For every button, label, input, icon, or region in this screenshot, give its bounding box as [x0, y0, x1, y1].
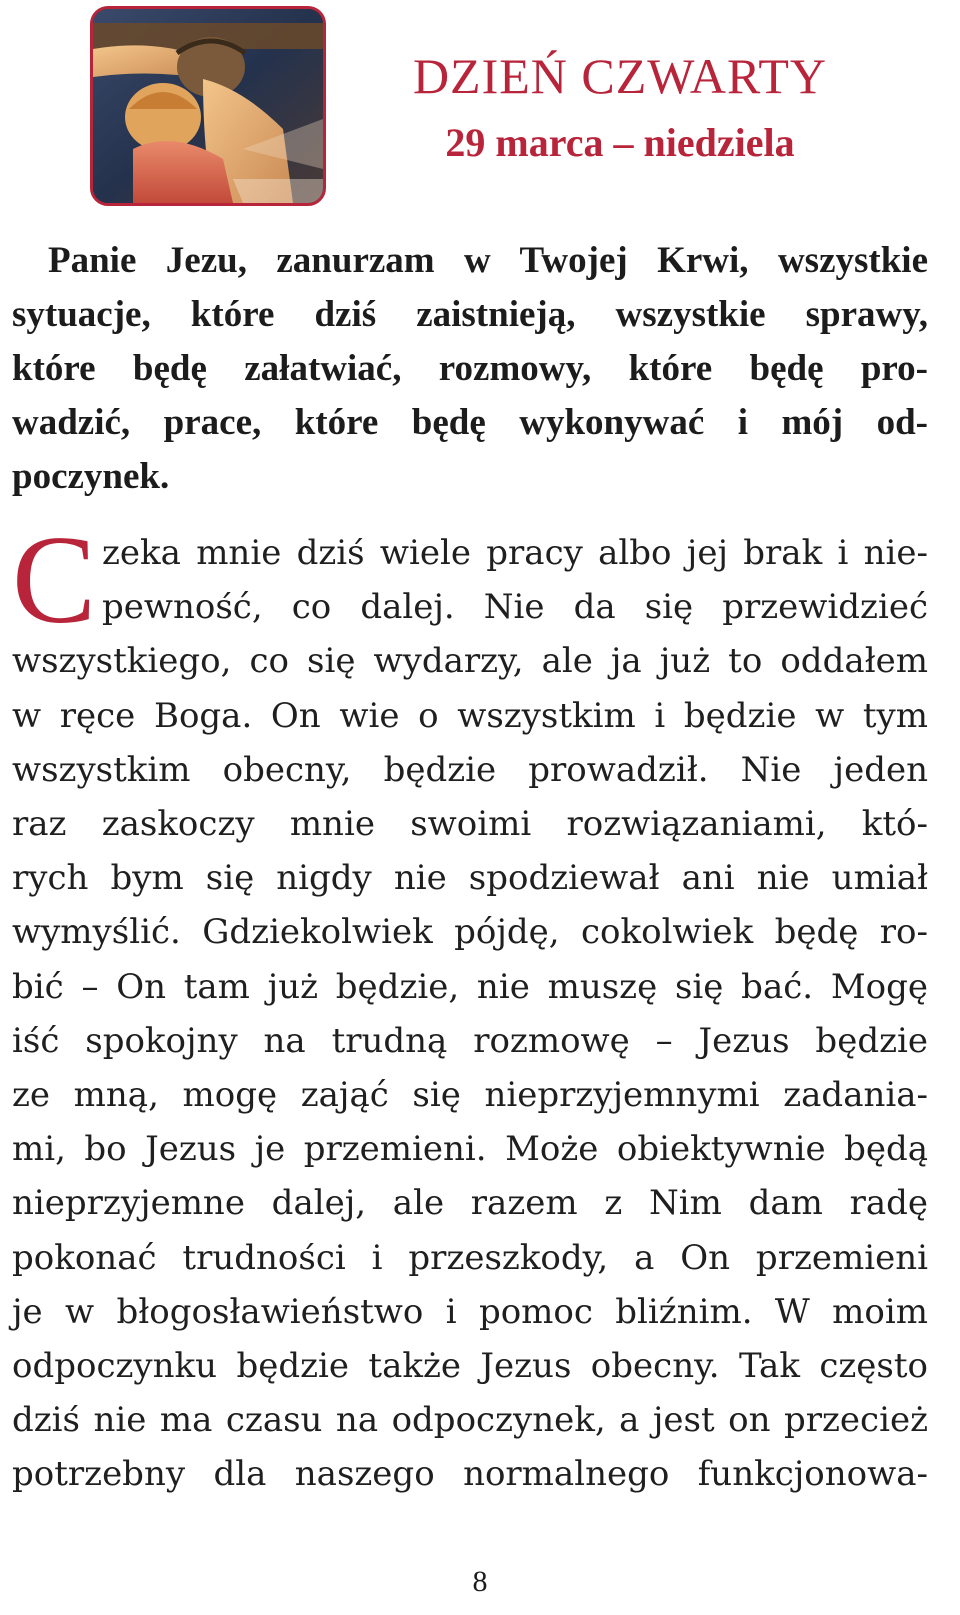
reflection-line: odpoczynku będzie także Jezus obecny. Tak często: [12, 1346, 928, 1387]
reflection-line: dziś nie ma czasu na odpoczynek, a jest on przecież: [12, 1400, 928, 1441]
reflection-line: wszystkim obecny, będzie prowadził. Nie jeden: [12, 749, 928, 790]
prayer-line: wadzić, prace, które będę wykonywać i mój od-: [12, 402, 928, 443]
reflection-line: pokonać trudności i przeszkody, a On przemieni: [12, 1237, 928, 1278]
reflection-line: iść spokojny na trudną rozmowę – Jezus będzie: [12, 1020, 928, 1061]
prayer-line: poczynek.: [12, 456, 170, 497]
prayer-line: które będę załatwiać, rozmowy, które będę pro-: [12, 348, 928, 389]
reflection-line: mi, bo Jezus je przemieni. Może obiektywnie będą: [12, 1129, 928, 1170]
date-line: 29 marca – niedziela: [445, 120, 795, 165]
title-block: [340, 46, 900, 170]
reflection-line: wszystkiego, co się wydarzy, ale ja już to oddałem: [12, 641, 928, 682]
crucifixion-painting-icon: [90, 6, 326, 206]
drop-cap: C: [12, 511, 97, 650]
reflection-line: w ręce Boga. On wie o wszystkim i będzie w tym: [12, 695, 928, 736]
reflection-line: je w błogosławieństwo i pomoc bliźnim. W moim: [12, 1291, 928, 1332]
prayer-line: Panie Jezu, zanurzam w Twojej Krwi, wszystkie: [48, 240, 928, 281]
day-title: DZIEŃ CZWARTY: [412, 48, 828, 104]
reflection-paragraph: [12, 511, 928, 1502]
painting-illustration: [93, 9, 323, 203]
reflection-line: raz zaskoczy mnie swoimi rozwiązaniami, któ-: [12, 804, 928, 845]
prayer-paragraph: [12, 234, 928, 504]
reflection-line: wymyślić. Gdziekolwiek pójdę, cokolwiek będę ro-: [12, 912, 928, 953]
page-number: 8: [472, 1565, 488, 1598]
reflection-line: potrzebny dla naszego normalnego funkcjonowa-: [12, 1454, 928, 1495]
reflection-line: bić – On tam już będzie, nie muszę się bać. Mogę: [12, 966, 928, 1007]
reflection-line: rych bym się nigdy nie spodziewał ani nie umiał: [12, 858, 928, 899]
reflection-line: pewność, co dalej. Nie da się przewidzieć: [102, 587, 928, 628]
reflection-line: zeka mnie dziś wiele pracy albo jej brak i nie-: [102, 533, 928, 573]
reflection-line: nieprzyjemne dalej, ale razem z Nim dam radę: [12, 1183, 928, 1224]
prayer-line: sytuacje, które dziś zaistnieją, wszystkie sprawy,: [12, 294, 928, 335]
reflection-line: ze mną, mogę zająć się nieprzyjemnymi zadania-: [12, 1075, 928, 1116]
